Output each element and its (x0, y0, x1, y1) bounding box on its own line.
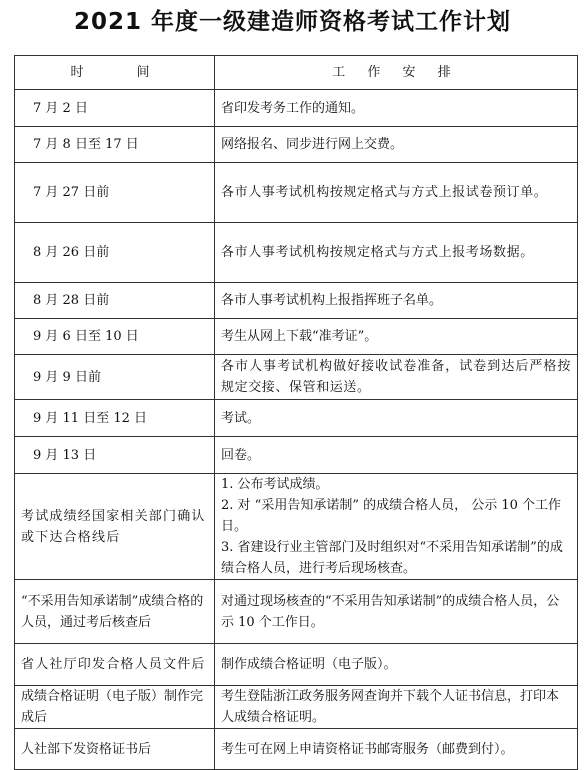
table-row (15, 474, 578, 580)
header-arrangement: 工 作 安 排 (215, 56, 578, 90)
task-item: 3. 省建设行业主管部门及时组织对“不采用告知承诺制”的成绩合格人员，进行考后现场核查。 (221, 540, 563, 576)
task-cell: 考生登陆浙江政务服务网查询并下载个人证书信息，打印本人成绩合格证明。 (215, 686, 578, 729)
task-cell: 对通过现场核查的“不采用告知承诺制”的成绩合格人员，公示 10 个工作日。 (215, 580, 578, 644)
task-item: 1. 公布考试成绩。 (221, 477, 329, 492)
task-cell: 各市人事考试机构按规定格式与方式上报考场数据。 (215, 223, 578, 283)
page-title: 2021 年度一级建造师资格考试工作计划 (73, 9, 512, 35)
table-row (15, 644, 578, 686)
table-row (15, 90, 578, 127)
task-cell: 网络报名、同步进行网上交费。 (215, 127, 578, 163)
table-row (15, 283, 578, 319)
time-cell: 9 月 13 日 (15, 437, 215, 474)
time-cell: 9 月 9 日前 (15, 355, 215, 400)
table-row (15, 163, 578, 223)
table-row (15, 355, 578, 400)
table-row (15, 437, 578, 474)
header-time: 时 间 (15, 56, 215, 90)
task-cell: 考生可在网上申请资格证书邮寄服务（邮费到付）。 (215, 729, 578, 770)
task-cell: 考试。 (215, 400, 578, 437)
task-cell: 各市人事考试机构上报指挥班子名单。 (215, 283, 578, 319)
time-cell: 7 月 2 日 (15, 90, 215, 127)
time-cell: 8 月 28 日前 (15, 283, 215, 319)
table-row (15, 580, 578, 644)
table-row (15, 729, 578, 770)
time-cell: 8 月 26 日前 (15, 223, 215, 283)
table-row (15, 319, 578, 355)
time-cell: 9 月 6 日至 10 日 (15, 319, 215, 355)
schedule-table (14, 55, 578, 770)
time-cell: “不采用告知承诺制”成绩合格的人员，通过考后核查后 (15, 580, 215, 644)
task-cell: 回卷。 (215, 437, 578, 474)
task-cell: 各市人事考试机构做好接收试卷准备，试卷到达后严格按规定交接、保管和运送。 (215, 355, 578, 400)
time-cell: 成绩合格证明（电子版）制作完成后 (15, 686, 215, 729)
table-row (15, 127, 578, 163)
time-cell: 人社部下发资格证书后 (15, 729, 215, 770)
table-row (15, 223, 578, 283)
time-cell: 9 月 11 日至 12 日 (15, 400, 215, 437)
task-cell: 考生从网上下载“准考证”。 (215, 319, 578, 355)
table-row (15, 686, 578, 729)
table-row (15, 400, 578, 437)
task-cell: 省印发考务工作的通知。 (215, 90, 578, 127)
table-header-row (15, 56, 578, 90)
time-cell: 省人社厅印发合格人员文件后 (15, 644, 215, 686)
task-cell: 制作成绩合格证明（电子版）。 (215, 644, 578, 686)
time-cell: 7 月 27 日前 (15, 163, 215, 223)
time-cell: 考试成绩经国家相关部门确认或下达合格线后 (15, 474, 215, 580)
task-cell-list (215, 474, 578, 580)
task-item: 2. 对 “采用告知承诺制” 的成绩合格人员， 公示 10 个工作日。 (221, 498, 562, 534)
time-cell: 7 月 8 日至 17 日 (15, 127, 215, 163)
task-cell: 各市人事考试机构按规定格式与方式上报试卷预订单。 (215, 163, 578, 223)
